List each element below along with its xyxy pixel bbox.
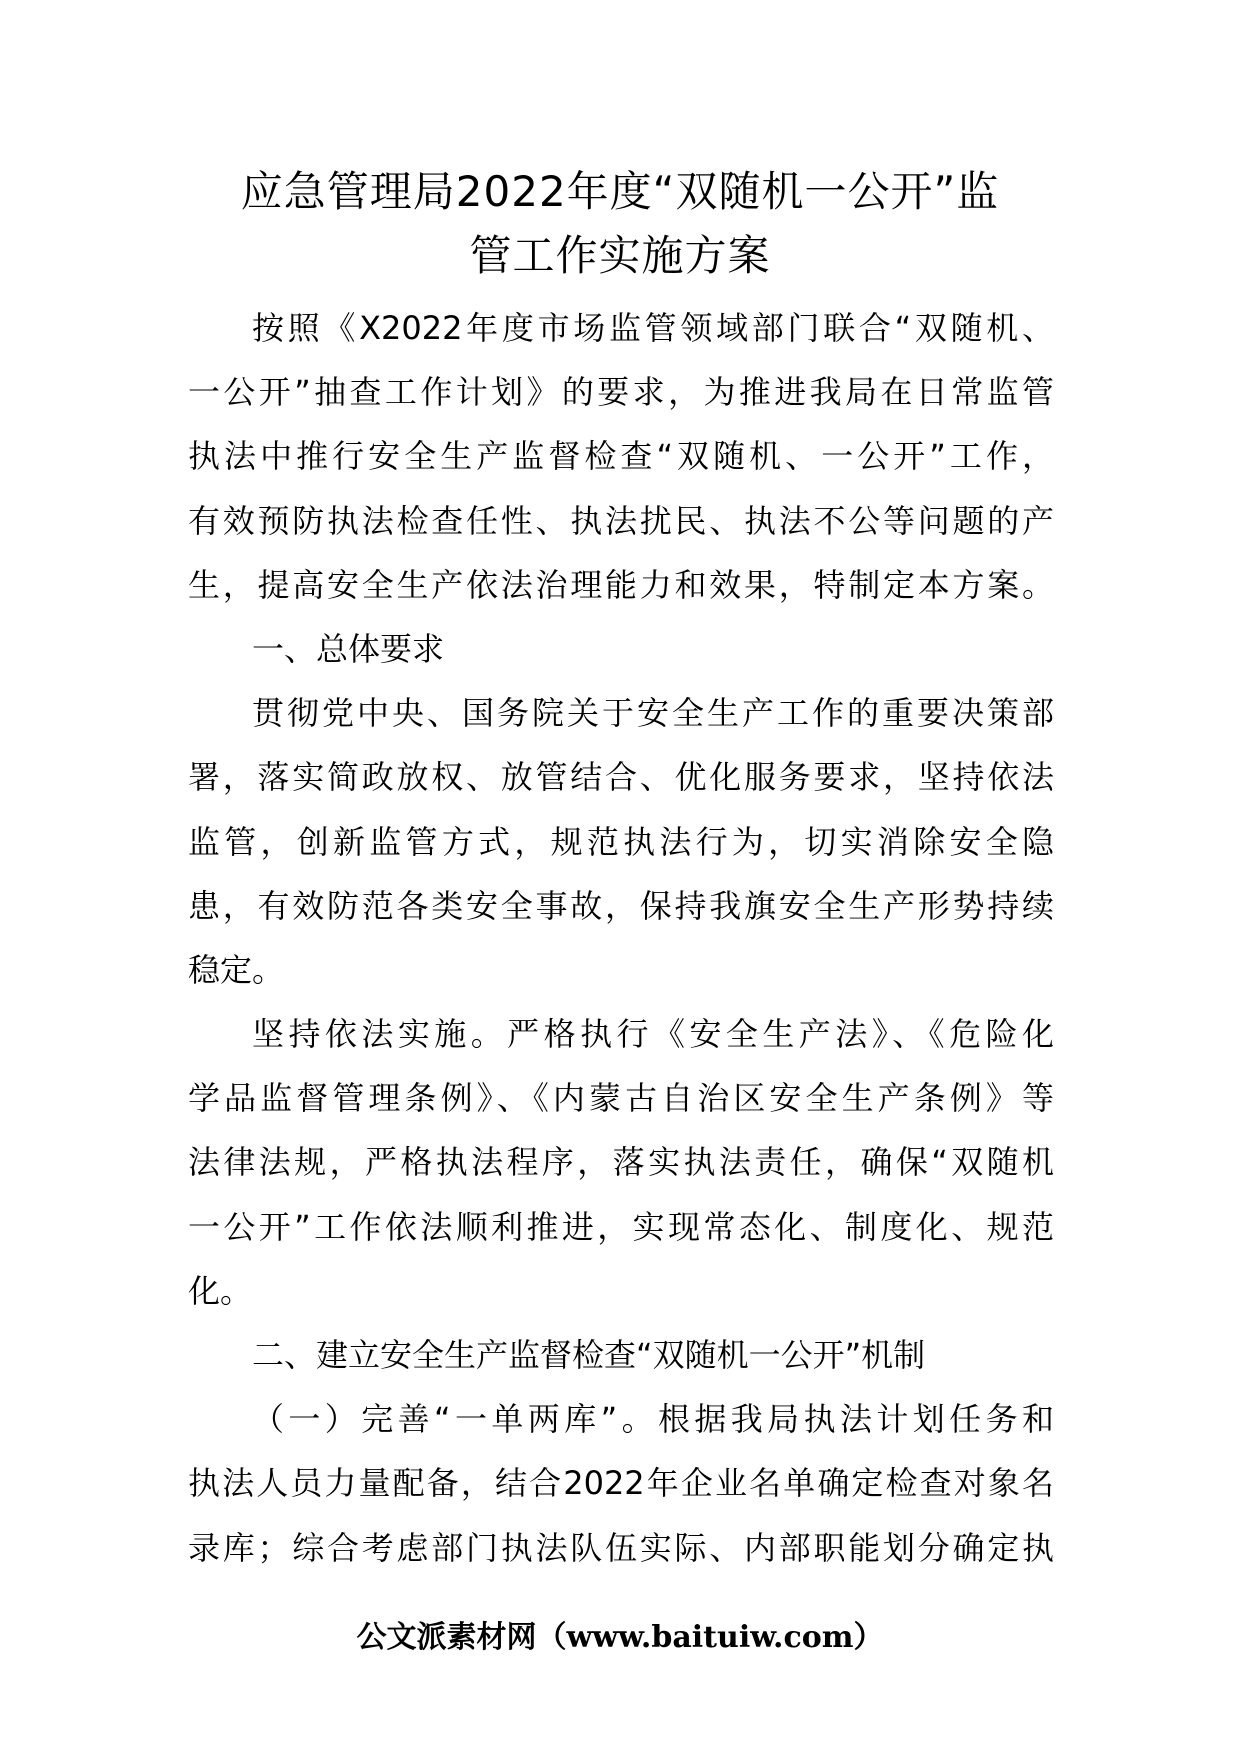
paragraph-requirements-line-5: 稳定。 bbox=[188, 950, 285, 989]
paragraph-requirements-line-4: 患，有效防范各类安全事故，保持我旗安全生产形势持续 bbox=[188, 886, 1054, 925]
paragraph-law-line-2: 学品监督管理条例》、《内蒙古自治区安全生产条例》等 bbox=[188, 1079, 1054, 1118]
title-line-2: 管工作实施方案 bbox=[469, 231, 771, 280]
document-body bbox=[188, 296, 1054, 1580]
footer-watermark: 公文派素材网（www.baituiw.com） bbox=[356, 1620, 884, 1655]
paragraph-requirements-line-2: 署，落实简政放权、放管结合、优化服务要求，坚持依法 bbox=[188, 758, 1054, 797]
paragraph-requirements-line-3: 监管，创新监管方式，规范执法行为，切实消除安全隐 bbox=[188, 822, 1054, 861]
paragraph-law-line-5: 化。 bbox=[188, 1271, 253, 1310]
paragraph-law-line-1: 坚持依法实施。严格执行《安全生产法》、《危险化 bbox=[252, 1015, 1054, 1054]
paragraph-mechanism-line-1: （一）完善“一单两库”。根据我局执法计划任务和 bbox=[252, 1400, 1054, 1439]
paragraph-intro-line-5: 生，提高安全生产依法治理能力和效果，特制定本方案。 bbox=[188, 565, 1054, 604]
paragraph-intro-line-3: 执法中推行安全生产监督检查“双随机、一公开”工作， bbox=[188, 437, 1054, 476]
paragraph-intro-line-2: 一公开”抽查工作计划》的要求，为推进我局在日常监管 bbox=[188, 373, 1054, 412]
paragraph-intro-line-4: 有效预防执法检查任性、执法扰民、执法不公等问题的产 bbox=[188, 501, 1054, 540]
paragraph-requirements-line-1: 贯彻党中央、国务院关于安全生产工作的重要决策部 bbox=[252, 694, 1054, 733]
section-heading-1: 一、总体要求 bbox=[252, 629, 445, 668]
paragraph-intro-line-1: 按照《X2022年度市场监管领域部门联合“双随机、 bbox=[252, 309, 1054, 347]
paragraph-mechanism-line-2: 执法人员力量配备，结合2022年企业名单确定检查对象名 bbox=[188, 1464, 1054, 1503]
section-heading-2: 二、建立安全生产监督检查“双随机一公开”机制 bbox=[252, 1336, 926, 1374]
document-title bbox=[150, 160, 1090, 288]
paragraph-mechanism-line-3: 录库；综合考虑部门执法队伍实际、内部职能划分确定执 bbox=[188, 1528, 1054, 1567]
paragraph-law-line-3: 法律法规，严格执法程序，落实执法责任，确保“双随机 bbox=[188, 1143, 1054, 1182]
title-line-1: 应急管理局2022年度“双随机一公开”监 bbox=[240, 167, 1000, 216]
paragraph-law-line-4: 一公开”工作依法顺利推进，实现常态化、制度化、规范 bbox=[188, 1207, 1054, 1246]
